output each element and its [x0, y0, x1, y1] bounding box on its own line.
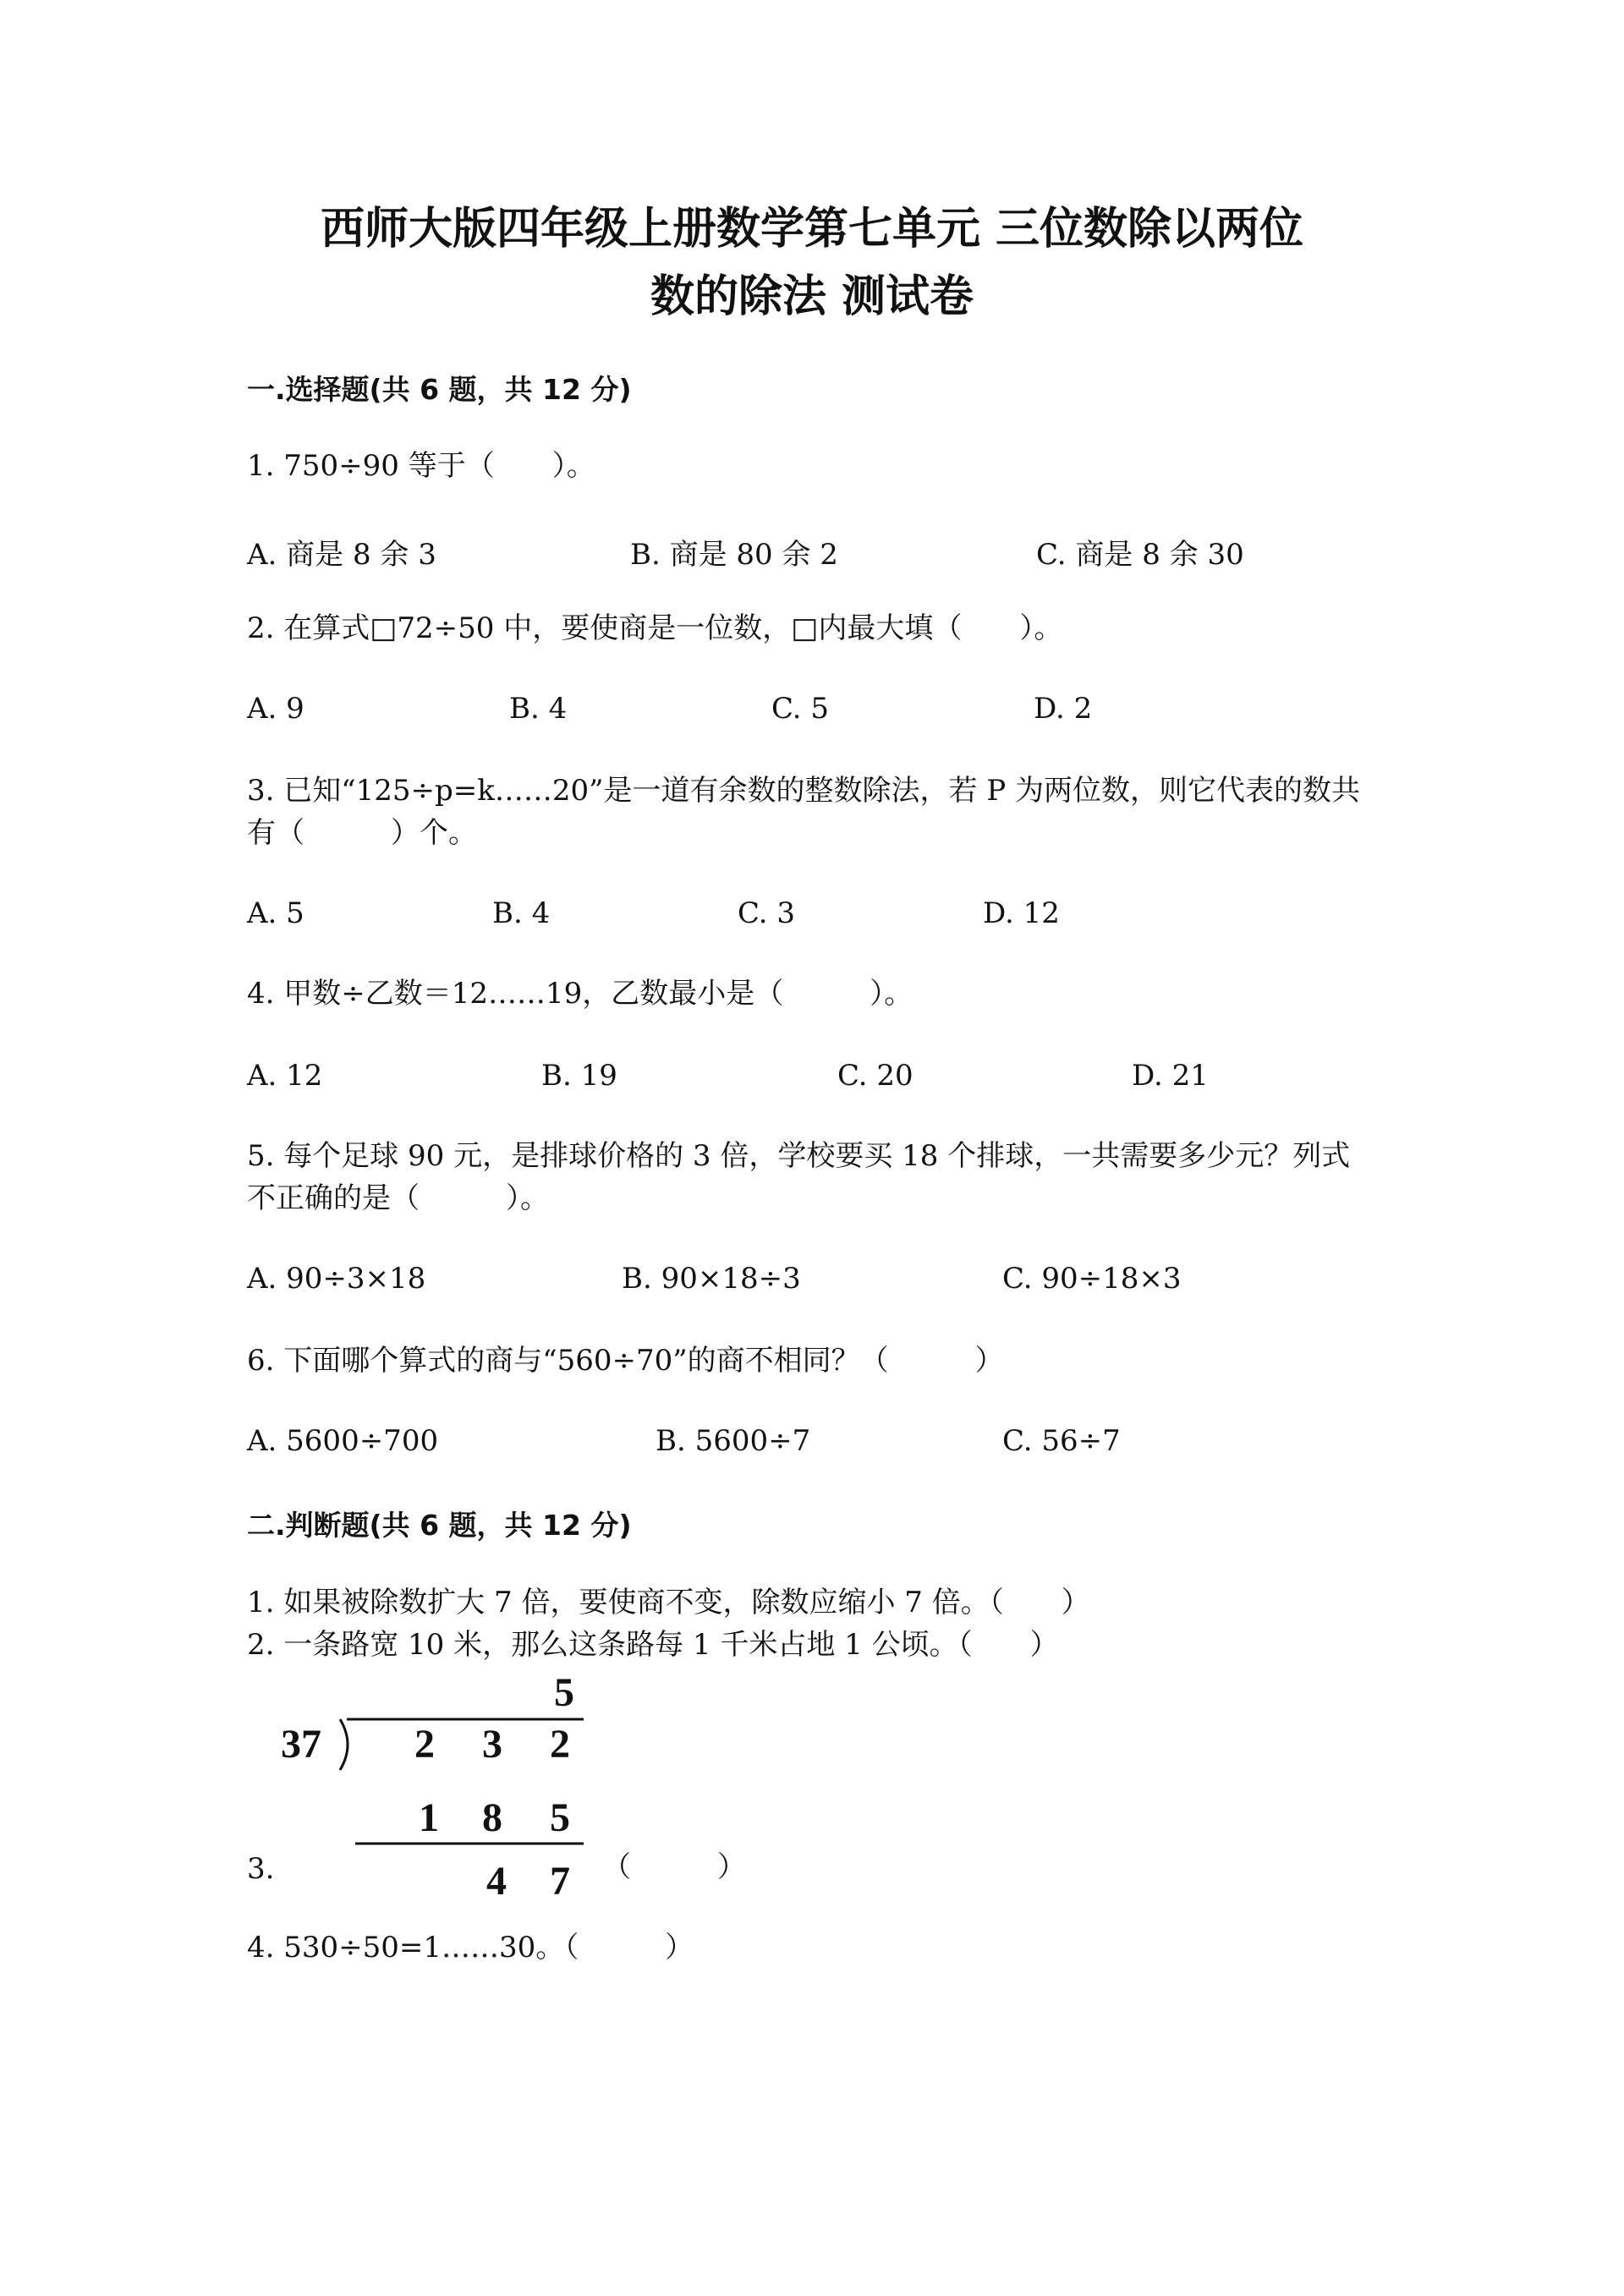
q2-option-b: B. 4 [509, 692, 568, 726]
ld-product-digit-1: 1 [419, 1795, 439, 1840]
ld-dividend-digit-3: 2 [550, 1722, 570, 1767]
q1-option-a: A. 商是 8 余 3 [247, 538, 436, 572]
ld-product-digit-3: 5 [550, 1795, 570, 1840]
ld-remainder-digit-2: 7 [550, 1859, 570, 1904]
q2-option-d: D. 2 [1034, 692, 1093, 726]
q1-option-b: B. 商是 80 余 2 [630, 538, 838, 572]
long-division-figure [271, 1670, 626, 1924]
question-3: 3. 已知“125÷p=k……20”是一道有余数的整数除法，若 P 为两位数，则它代表的数共有（ ）个。 [247, 774, 1361, 850]
ld-divisor: 37 [281, 1722, 321, 1767]
question-2: 2. 在算式□72÷50 中，要使商是一位数，□内最大填（ ）。 [247, 611, 1063, 645]
q1-option-c: C. 商是 8 余 30 [1036, 538, 1244, 572]
section-heading-judge: 二.判断题(共 6 题，共 12 分) [247, 1509, 632, 1542]
ld-dividend-digit-2: 3 [482, 1722, 502, 1767]
q6-option-b: B. 5600÷7 [656, 1424, 811, 1458]
q5-option-a: A. 90÷3×18 [247, 1262, 426, 1296]
question-6: 6. 下面哪个算式的商与“560÷70”的商不相同？（ ） [247, 1344, 1004, 1378]
ld-product-digit-2: 8 [482, 1795, 502, 1840]
q5-option-c: C. 90÷18×3 [1002, 1262, 1182, 1296]
question-5: 5. 每个足球 90 元，是排球价格的 3 倍，学校要买 18 个排球，一共需要多少元？列式不正确的是（ ）。 [247, 1139, 1351, 1215]
judge-item-3-number: 3. [247, 1852, 275, 1886]
q3-option-b: B. 4 [492, 896, 551, 930]
judge-item-3-answer-paren: （ ） [602, 1850, 746, 1884]
q5-option-b: B. 90×18÷3 [622, 1262, 801, 1296]
q6-option-a: A. 5600÷700 [247, 1424, 439, 1458]
page-title-line-1: 西师大版四年级上册数学第七单元 三位数除以两位 [320, 204, 1304, 255]
q6-option-c: C. 56÷7 [1002, 1424, 1121, 1458]
ld-quotient: 5 [554, 1670, 574, 1715]
page-title-line-2: 数的除法 测试卷 [650, 271, 974, 322]
ld-remainder-digit-1: 4 [486, 1859, 507, 1904]
q2-option-c: C. 5 [771, 692, 830, 726]
q2-option-a: A. 9 [247, 692, 304, 726]
q4-option-d: D. 21 [1132, 1059, 1209, 1093]
section-heading-choice: 一.选择题(共 6 题，共 12 分) [247, 373, 632, 406]
question-1: 1. 750÷90 等于（ ）。 [247, 449, 595, 483]
q4-option-b: B. 19 [541, 1059, 617, 1093]
q3-option-c: C. 3 [738, 896, 796, 930]
q4-option-c: C. 20 [837, 1059, 914, 1093]
q3-option-a: A. 5 [247, 896, 304, 930]
q3-option-d: D. 12 [983, 896, 1060, 930]
q4-option-a: A. 12 [247, 1059, 323, 1093]
judge-item-1: 1. 如果被除数扩大 7 倍，要使商不变，除数应缩小 7 倍。（ ） [247, 1586, 1090, 1619]
question-4: 4. 甲数÷乙数＝12……19，乙数最小是（ ）。 [247, 977, 914, 1011]
judge-item-2: 2. 一条路宽 10 米，那么这条路每 1 千米占地 1 公顷。（ ） [247, 1628, 1059, 1662]
judge-item-4: 4. 530÷50=1……30。（ ） [247, 1931, 694, 1964]
ld-division-bracket [340, 1719, 348, 1770]
ld-dividend-digit-1: 2 [414, 1722, 435, 1767]
